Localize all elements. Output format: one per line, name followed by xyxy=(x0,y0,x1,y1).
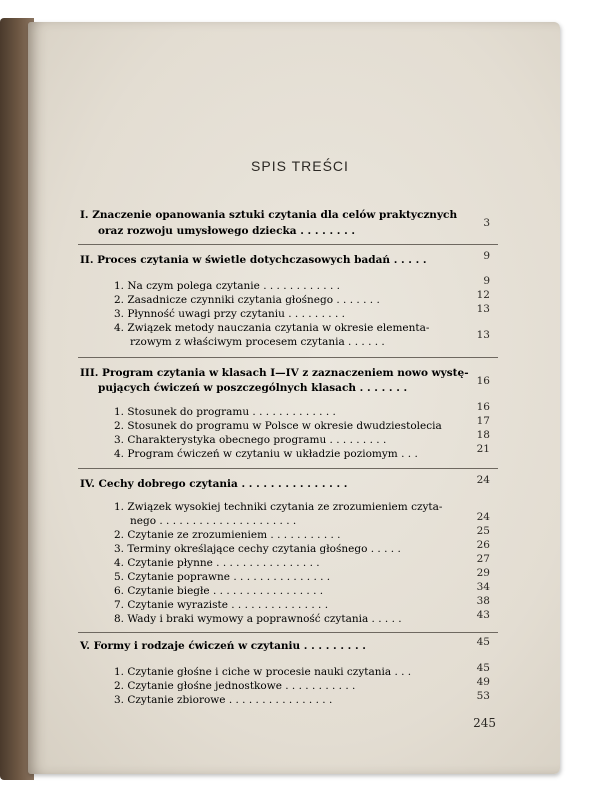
chapter-5-item-3-page: 53 xyxy=(476,690,490,702)
chapter-4-item-3-page: 26 xyxy=(476,539,490,551)
chapter-3-item-3: 3. Charakterystyka obecnego programu . . . . . . . . . xyxy=(114,434,387,446)
chapter-2-item-4-line-1: 4. Związek metody nauczania czytania w okresie elementa- xyxy=(114,322,430,334)
chapter-2-item-4-page: 13 xyxy=(476,329,490,341)
chapter-2-item-1-page: 9 xyxy=(483,275,490,287)
chapter-4-item-3: 3. Terminy określające cechy czytania głośnego . . . . . xyxy=(114,543,401,555)
chapter-2-line-1: II. Proces czytania w świetle dotychczasowych badań . . . . . xyxy=(80,254,427,266)
chapter-3-page: 16 xyxy=(476,375,490,387)
chapter-1-line-1: I. Znaczenie opanowania sztuki czytania dla celów praktycznych xyxy=(80,209,458,221)
chapter-3-line-2: pujących ćwiczeń w poszczególnych klasach . . . . . . . xyxy=(98,382,408,394)
separator-1 xyxy=(78,244,498,245)
chapter-4-item-6: 6. Czytanie biegłe . . . . . . . . . . . . . . . . . xyxy=(114,585,324,597)
chapter-5-item-3: 3. Czytanie zbiorowe . . . . . . . . . . . . . . . . xyxy=(114,694,333,706)
chapter-5-line-1: V. Formy i rodzaje ćwiczeń w czytaniu . . . . . . . . . xyxy=(80,640,366,652)
chapter-4-item-1-line-1: 1. Związek wysokiej techniki czytania ze zrozumieniem czyta- xyxy=(114,501,443,513)
chapter-4-item-5: 5. Czytanie poprawne . . . . . . . . . . . . . . . xyxy=(114,571,331,583)
chapter-5-item-2: 2. Czytanie głośne jednostkowe . . . . . . . . . . . xyxy=(114,680,356,692)
chapter-4-page: 24 xyxy=(476,474,490,486)
chapter-2-item-2: 2. Zasadnicze czynniki czytania głośnego . . . . . . . xyxy=(114,294,380,306)
chapter-3-line-1: III. Program czytania w klasach I—IV z zaznaczeniem nowo wystę- xyxy=(80,367,469,379)
chapter-4-item-4-page: 27 xyxy=(476,553,490,565)
chapter-2-item-1: 1. Na czym polega czytanie . . . . . . . . . . . . xyxy=(114,280,340,292)
chapter-3-item-2: 2. Stosunek do programu w Polsce w okresie dwudziestolecia xyxy=(114,420,442,432)
chapter-4-item-4: 4. Czytanie płynne . . . . . . . . . . . . . . . . xyxy=(114,557,320,569)
separator-2 xyxy=(78,357,498,358)
chapter-3-item-4-page: 21 xyxy=(476,443,490,455)
chapter-2-item-2-page: 12 xyxy=(476,289,490,301)
chapter-5-item-1: 1. Czytanie głośne i ciche w procesie nauki czytania . . . xyxy=(114,666,412,678)
chapter-3-item-1: 1. Stosunek do programu . . . . . . . . . . . . . xyxy=(114,406,336,418)
page-number: 245 xyxy=(473,716,496,730)
chapter-4-item-5-page: 29 xyxy=(476,567,490,579)
chapter-4-line-1: IV. Cechy dobrego czytania . . . . . . . . . . . . . . . xyxy=(80,478,348,490)
chapter-4-item-2-page: 25 xyxy=(476,525,490,537)
chapter-2-item-4-line-2: rzowym z właściwym procesem czytania . . . . . . xyxy=(130,336,385,348)
chapter-3-item-2-page: 17 xyxy=(476,415,490,427)
chapter-3-item-4: 4. Program ćwiczeń w czytaniu w układzie poziomym . . . xyxy=(114,448,418,460)
chapter-2-item-3: 3. Płynność uwagi przy czytaniu . . . . . . . . . xyxy=(114,308,345,320)
chapter-5-item-2-page: 49 xyxy=(476,676,490,688)
chapter-1-page: 3 xyxy=(483,217,490,229)
chapter-5-page: 45 xyxy=(476,636,490,648)
chapter-4-item-8-page: 43 xyxy=(476,609,490,621)
chapter-3-item-1-page: 16 xyxy=(476,401,490,413)
chapter-5-item-1-page: 45 xyxy=(476,662,490,674)
chapter-4-item-2: 2. Czytanie ze zrozumieniem . . . . . . . . . . . xyxy=(114,529,341,541)
separator-4 xyxy=(78,632,498,633)
chapter-2-page: 9 xyxy=(483,250,490,262)
chapter-2-item-3-page: 13 xyxy=(476,303,490,315)
chapter-4-item-1-line-2: nego . . . . . . . . . . . . . . . . . . . . . xyxy=(130,515,297,527)
chapter-4-item-8: 8. Wady i braki wymowy a poprawność czytania . . . . . xyxy=(114,613,402,625)
separator-3 xyxy=(78,468,498,469)
chapter-4-item-7: 7. Czytanie wyraziste . . . . . . . . . . . . . . . xyxy=(114,599,329,611)
chapter-4-item-6-page: 34 xyxy=(476,581,490,593)
chapter-4-item-1-page: 24 xyxy=(476,511,490,523)
chapter-3-item-3-page: 18 xyxy=(476,429,490,441)
toc-title: SPIS TREŚCI xyxy=(251,158,349,174)
chapter-4-item-7-page: 38 xyxy=(476,595,490,607)
chapter-1-line-2: oraz rozwoju umysłowego dziecka . . . . . . . . xyxy=(98,225,356,237)
